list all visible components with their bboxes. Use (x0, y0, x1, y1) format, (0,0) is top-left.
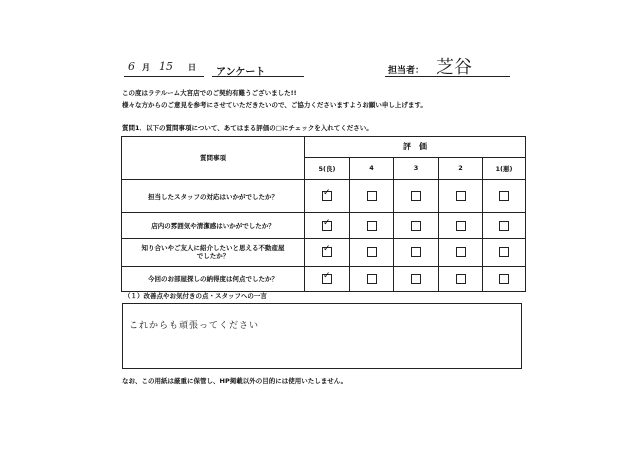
rating-checkbox-4[interactable] (367, 274, 377, 284)
table-row (122, 238, 526, 266)
intro-line-1: この度はラテルーム大宮店でのご契約有難うございました!! (122, 89, 297, 97)
day-suffix: 日 (188, 63, 196, 72)
rating-checkbox-1[interactable] (499, 191, 509, 201)
rating-header-4: 4 (350, 157, 394, 179)
table-row (122, 213, 526, 238)
date-month: 6 (128, 60, 135, 73)
comment-label: （１）改善点やお気付きの点・スタッフへの一言 (124, 292, 267, 300)
table-row (122, 179, 526, 213)
footer-note: なお、この用紙は厳重に保管し、HP掲載以外の目的には使用いたしません。 (122, 377, 348, 385)
rating-header-5: 5(良) (305, 157, 350, 179)
rating-checkbox-5[interactable] (322, 274, 332, 284)
title-underline (212, 76, 304, 77)
rating-checkbox-1[interactable] (499, 247, 509, 257)
staff-label: 担当者： (388, 66, 425, 76)
question1-prompt: 質問1．以下の質問事項について、あてはまる評価の□にチェックを入れてください。 (122, 124, 373, 132)
date-day: 15 (159, 60, 173, 73)
rating-checkbox-3[interactable] (411, 247, 421, 257)
rating-checkbox-2[interactable] (456, 247, 466, 257)
question-label: 店内の雰囲気や清潔感はいかがでしたか？ (122, 213, 305, 238)
staff-underline (385, 76, 510, 77)
question-label-line: でしたか？ (196, 252, 230, 261)
question-label: 担当したスタッフの対応はいかがでしたか？ (122, 179, 305, 213)
rating-checkbox-4[interactable] (367, 191, 377, 201)
col-header-item: 質問事項 (122, 137, 305, 180)
question-label (122, 238, 305, 266)
rating-header-2: 2 (439, 157, 483, 179)
rating-header-3: 3 (394, 157, 439, 179)
question-label-line: 知り合いやご友人に紹介したいと思える不動産屋 (141, 244, 285, 253)
date-field (124, 60, 206, 76)
rating-checkbox-5[interactable] (322, 247, 332, 257)
rating-checkbox-1[interactable] (499, 274, 509, 284)
comment-box[interactable] (122, 303, 522, 369)
rating-checkbox-2[interactable] (456, 221, 466, 231)
question-label: 今回のお部屋探しの納得度は何点でしたか？ (122, 266, 305, 292)
col-header-rating: 評 価 (305, 137, 526, 158)
rating-checkbox-4[interactable] (367, 221, 377, 231)
rating-table (121, 136, 526, 292)
intro-line-2: 様々な方からのご意見を参考にさせていただきたいので、ご協力くださいますようお願い申し上げます。 (122, 101, 427, 109)
comment-text: これからも頑張ってください (129, 321, 260, 331)
rating-checkbox-1[interactable] (499, 221, 509, 231)
rating-checkbox-2[interactable] (456, 191, 466, 201)
rating-checkbox-3[interactable] (411, 274, 421, 284)
month-suffix: 月 (142, 63, 150, 72)
rating-checkbox-5[interactable] (322, 221, 332, 231)
rating-checkbox-4[interactable] (367, 247, 377, 257)
rating-checkbox-3[interactable] (411, 191, 421, 201)
rating-checkbox-3[interactable] (411, 221, 421, 231)
rating-header-1: 1(悪) (483, 157, 526, 179)
staff-name: 芝谷 (436, 57, 472, 78)
rating-checkbox-5[interactable] (322, 191, 332, 201)
page-title: アンケート (216, 67, 266, 78)
rating-checkbox-2[interactable] (456, 274, 466, 284)
date-underline (124, 76, 204, 77)
table-row (122, 266, 526, 292)
